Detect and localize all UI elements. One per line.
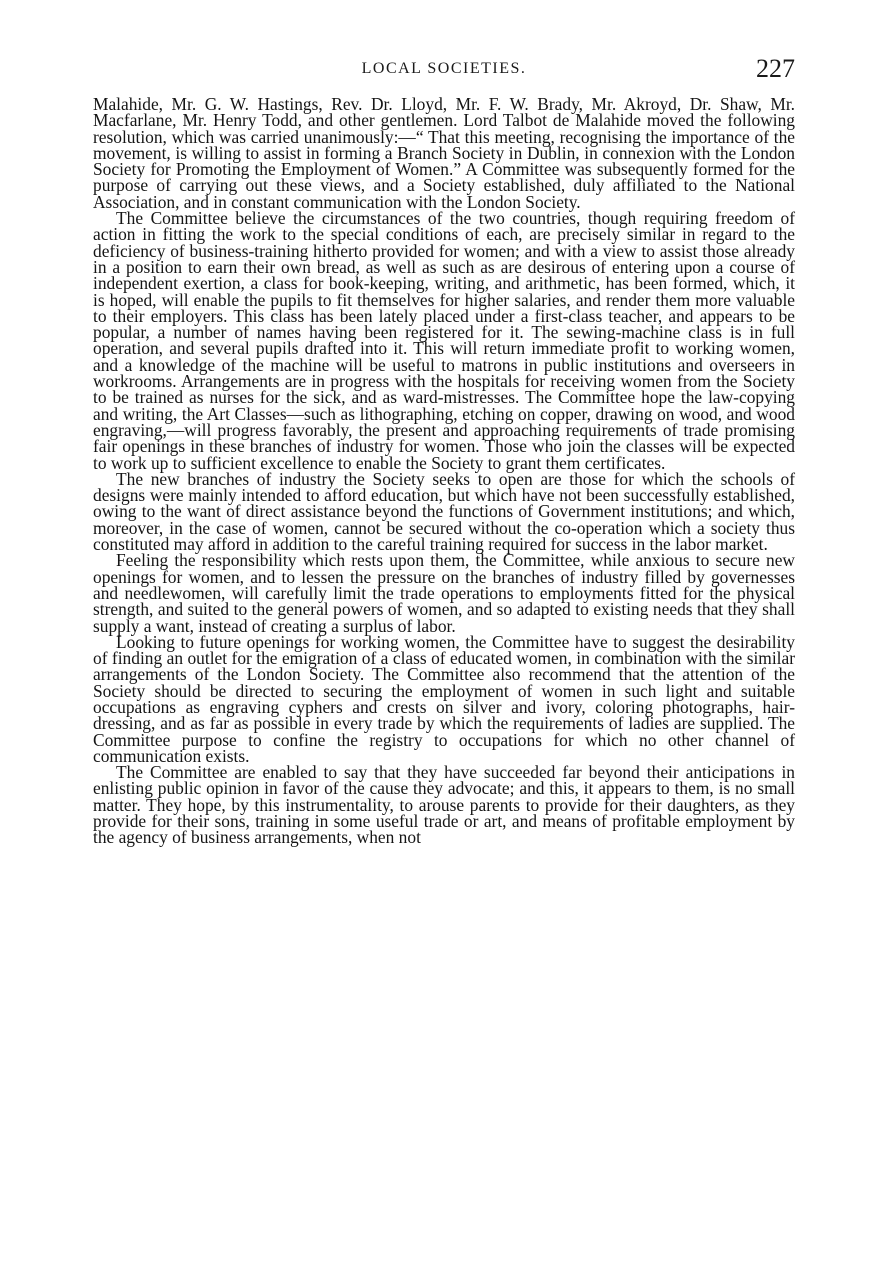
paragraph: The Committee believe the circumstances of the two countries, though requiring freedom of action in fitting the work to the special conditions of each, are precisely similar in regard to the deficiency of business-training hitherto provided for women; and with a view to assist those already in a position to earn their own bread, as well as such as are desirous of entering upon a course of independent exertion, a class for book-keeping, writing, and arithmetic, has been formed, which, it is hoped, will enable the pupils to fit themselves for higher salaries, and render them more valuable to their employers. This class has been lately placed under a first-class teacher, and appears to be popular, a number of names having been registered for it. The sewing-machine class is in full operation, and several pupils drafted into it. This will return immediate profit to working women, and a knowledge of the machine will be useful to matrons in public institutions and overseers in workrooms. Arrangements are in progress with the hospitals for receiving women from the Society to be trained as nurses for the sick, and as ward-mistresses. The Committee hope the law-copying and writing, the Art Classes—such as lithographing, etching on copper, drawing on wood, and wood engraving,—will progress favorably, the present and approaching requirements of trade promising fair openings in these branches of industry for women. Those who join the classes will be expected to work up to sufficient excellence to enable the Society to grant them certificates. (93, 208, 795, 473)
page-header (93, 54, 795, 88)
paragraph: The new branches of industry the Society seeks to open are those for which the schools of designs were mainly intended to afford education, but which have not been successfully established, owing to the want of direct assistance beyond the functions of Government institutions; and which, moreover, in the case of women, cannot be secured without the co-operation which a society thus constituted may afford in addition to the careful training required for success in the labor market. (93, 468, 795, 555)
body-text (93, 96, 795, 846)
paragraph: The Committee are enabled to say that they have succeeded far beyond their anticipations in enlisting public opinion in favor of the cause they advocate; and this, it appears to them, is no small matter. They hope, by this instrumentality, to arouse parents to provide for their daughters, as they provide for their sons, training in some useful trade or art, and means of profitable employment by the agency of business arrangements, when not (93, 762, 795, 848)
paragraph: Looking to future openings for working women, the Committee have to suggest the desirability of finding an outlet for the emigration of a class of educated women, in combination with the similar arrangements of the London Society. The Committee also recommend that the attention of the Society should be directed to securing the employment of women in such light and suitable occupations as engraving cyphers and crests on silver and ivory, coloring photographs, hair-dressing, and as far as possible in every trade by which the requirements of ladies are supplied. The Committee purpose to confine the registry to occupations for which no other channel of communication exists. (93, 631, 795, 766)
running-head: LOCAL SOCIETIES. (361, 60, 527, 77)
paragraph: Feeling the responsibility which rests upon them, the Committee, while anxious to secure new openings for women, and to lessen the pressure on the branches of industry filled by governesses and needlewomen, will carefully limit the trade operations to employments fitted for the physical strength, and suited to the general powers of women, and so adapted to existing needs that they shall supply a want, instead of creating a surplus of labor. (93, 550, 795, 636)
paragraph: Malahide, Mr. G. W. Hastings, Rev. Dr. Lloyd, Mr. F. W. Brady, Mr. Akroyd, Dr. Shaw, Mr. Macfarlane, Mr. Henry Todd, and other gentlemen. Lord Talbot de Malahide moved the following resolution, which was carried unanimously:—“ That this meeting, recognising the importance of the movement, is willing to assist in forming a Branch Society in Dublin, in connexion with the London Society for Promoting the Employment of Women.” A Committee was subsequently formed for the purpose of carrying out these views, and a Society established, duly affiliated to the National Association, and in constant communication with the London Society. (93, 94, 795, 212)
page-number: 227 (756, 54, 795, 83)
